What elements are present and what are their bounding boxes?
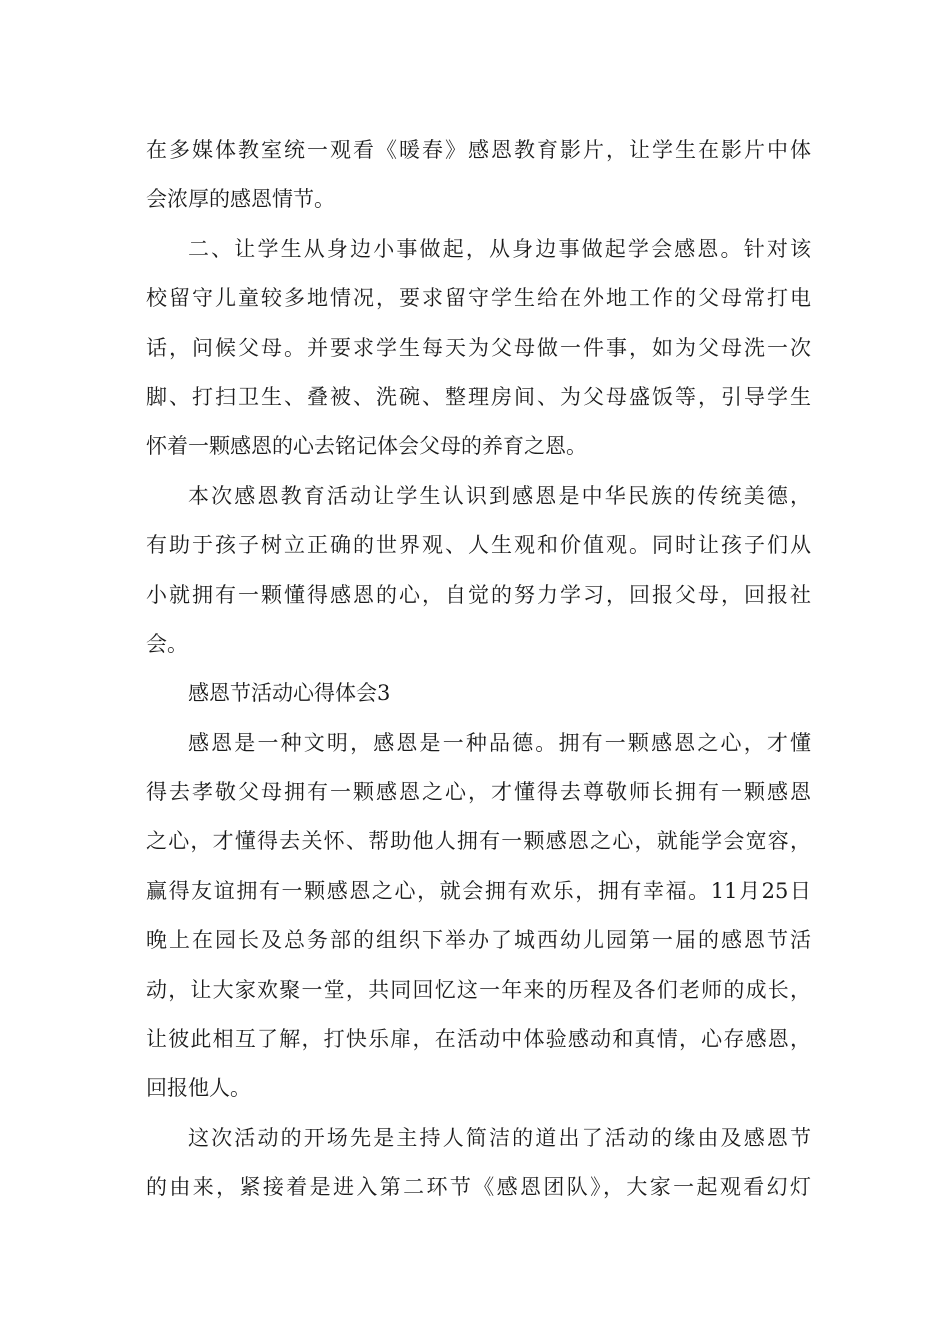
- text-line: 校留守儿童较多地情况，要求留守学生给在外地工作的父母常打电: [146, 286, 811, 311]
- text-line: 赢得友谊拥有一颗感恩之心，就会拥有欢乐，拥有幸福。11月25日: [146, 878, 811, 903]
- text-line: 动，让大家欢聚一堂，共同回忆这一年来的历程及各们老师的成长，: [146, 977, 811, 1002]
- text-line: 得去孝敬父母拥有一颗感恩之心，才懂得去尊敬师长拥有一颗感恩: [146, 780, 811, 805]
- text-line: 本次感恩教育活动让学生认识到感恩是中华民族的传统美德，: [188, 483, 811, 508]
- text-line: 话，问候父母。并要求学生每天为父母做一件事，如为父母洗一次: [146, 335, 811, 360]
- text-line: 这次活动的开场先是主持人简洁的道出了活动的缘由及感恩节: [188, 1125, 811, 1150]
- text-line: 有助于孩子树立正确的世界观、人生观和价值观。同时让孩子们从: [146, 533, 811, 558]
- text-line: 怀着一颗感恩的心去铭记体会父母的养育之恩。: [146, 434, 587, 459]
- text-line: 感恩节活动心得体会3: [188, 681, 391, 706]
- text-line: 的由来，紧接着是进入第二环节《感恩团队》，大家一起观看幻灯: [146, 1175, 811, 1200]
- text-line: 脚、打扫卫生、叠被、洗碗、整理房间、为父母盛饭等，引导学生: [146, 384, 811, 409]
- text-line: 感恩是一种文明，感恩是一种品德。拥有一颗感恩之心，才懂: [188, 730, 811, 755]
- text-line: 让彼此相互了解，打快乐扉，在活动中体验感动和真情，心存感恩，: [146, 1027, 811, 1052]
- text-line: 之心，才懂得去关怀、帮助他人拥有一颗感恩之心，就能学会宽容，: [146, 829, 811, 854]
- text-line: 回报他人。: [146, 1076, 251, 1101]
- text-line: 在多媒体教室统一观看《暖春》感恩教育影片，让学生在影片中体: [146, 138, 811, 162]
- document-page: [146, 126, 811, 1213]
- text-line: 会浓厚的感恩情节。: [146, 187, 335, 212]
- text-line: 晚上在园长及总务部的组织下举办了城西幼儿园第一届的感恩节活: [146, 928, 811, 953]
- text-line: 会。: [146, 631, 188, 656]
- text-line: 二、让学生从身边小事做起，从身边事做起学会感恩。针对该: [188, 236, 811, 261]
- text-line: 小就拥有一颗懂得感恩的心，自觉的努力学习，回报父母，回报社: [146, 582, 811, 607]
